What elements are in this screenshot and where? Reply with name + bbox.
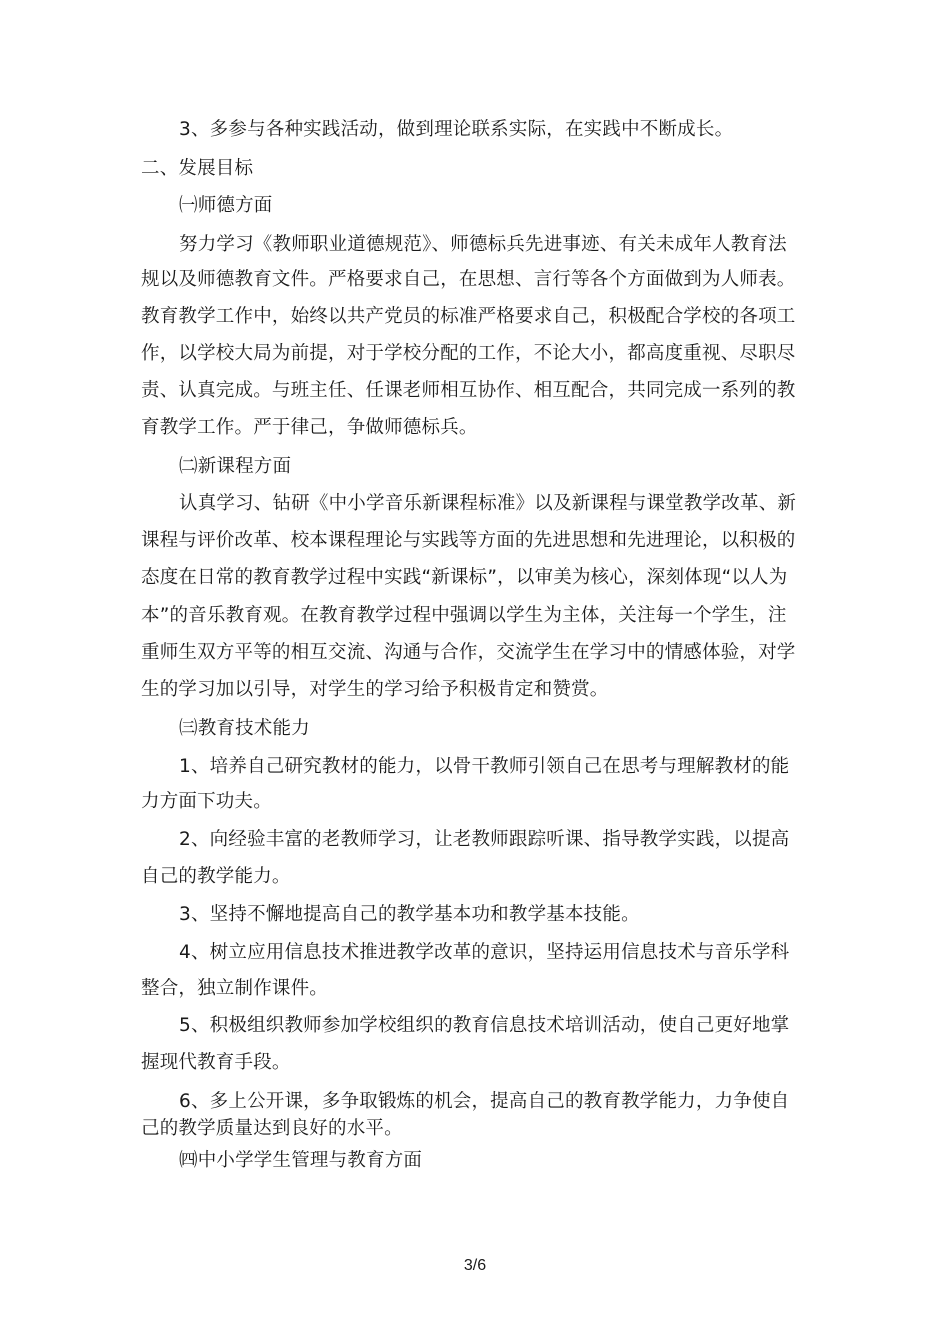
text-line: 努力学习《教师职业道德规范》、师德标兵先进事迹、有关未成年人教育法: [179, 234, 787, 255]
text-line: 责、认真完成。与班主任、任课老师相互协作、相互配合，共同完成一系列的教: [141, 380, 796, 401]
text-line: 3、多参与各种实践活动，做到理论联系实际，在实践中不断成长。: [179, 119, 734, 140]
text-line: 规以及师德教育文件。严格要求自己，在思想、言行等各个方面做到为人师表。: [141, 269, 796, 290]
text-line: 育教学工作。严于律己，争做师德标兵。: [141, 417, 478, 438]
text-line: 生的学习加以引导，对学生的学习给予积极肯定和赞赏。: [141, 679, 609, 700]
text-line: 2、向经验丰富的老教师学习，让老教师跟踪听课、指导教学实践，以提高: [179, 829, 790, 850]
text-line: 作，以学校大局为前提，对于学校分配的工作，不论大小，都高度重视、尽职尽: [141, 343, 796, 364]
text-line: 5、积极组织教师参加学校组织的教育信息技术培训活动，使自己更好地掌: [179, 1015, 790, 1036]
text-line: 力方面下功夫。: [141, 791, 272, 812]
text-line: 教育教学工作中，始终以共产党员的标准严格要求自己，积极配合学校的各项工: [141, 306, 796, 327]
text-line: 3、坚持不懈地提高自己的教学基本功和教学基本技能。: [179, 904, 640, 925]
text-line: 本”的音乐教育观。在教育教学过程中强调以学生为主体，关注每一个学生，注: [141, 605, 787, 626]
text-line: 重师生双方平等的相互交流、沟通与合作，交流学生在学习中的情感体验，对学: [141, 642, 796, 663]
text-line: 整合，独立制作课件。: [141, 978, 329, 999]
text-line: 态度在日常的教育教学过程中实践“新课标”，以审美为核心，深刻体现“以人为: [141, 567, 788, 588]
subsection-heading: ㈣中小学学生管理与教育方面: [179, 1150, 423, 1171]
text-line: 握现代教育手段。: [141, 1052, 291, 1073]
text-line: 己的教学质量达到良好的水平。: [141, 1118, 403, 1139]
text-line: 自己的教学能力。: [141, 866, 291, 887]
text-line: 1、培养自己研究教材的能力，以骨干教师引领自己在思考与理解教材的能: [179, 756, 790, 777]
page-number: 3/6: [463, 1257, 487, 1274]
text-line: 6、多上公开课，多争取锻炼的机会，提高自己的教育教学能力，力争使自: [179, 1091, 790, 1112]
section-heading: 二、发展目标: [141, 158, 254, 179]
text-line: 课程与评价改革、校本课程理论与实践等方面的先进思想和先进理论，以积极的: [141, 530, 796, 551]
text-line: 4、树立应用信息技术推进教学改革的意识，坚持运用信息技术与音乐学科: [179, 942, 790, 963]
subsection-heading: ㈡新课程方面: [179, 456, 292, 477]
subsection-heading: ㈢教育技术能力: [179, 718, 310, 739]
text-line: 认真学习、钻研《中小学音乐新课程标准》以及新课程与课堂教学改革、新: [179, 493, 797, 514]
subsection-heading: ㈠师德方面: [179, 195, 273, 216]
